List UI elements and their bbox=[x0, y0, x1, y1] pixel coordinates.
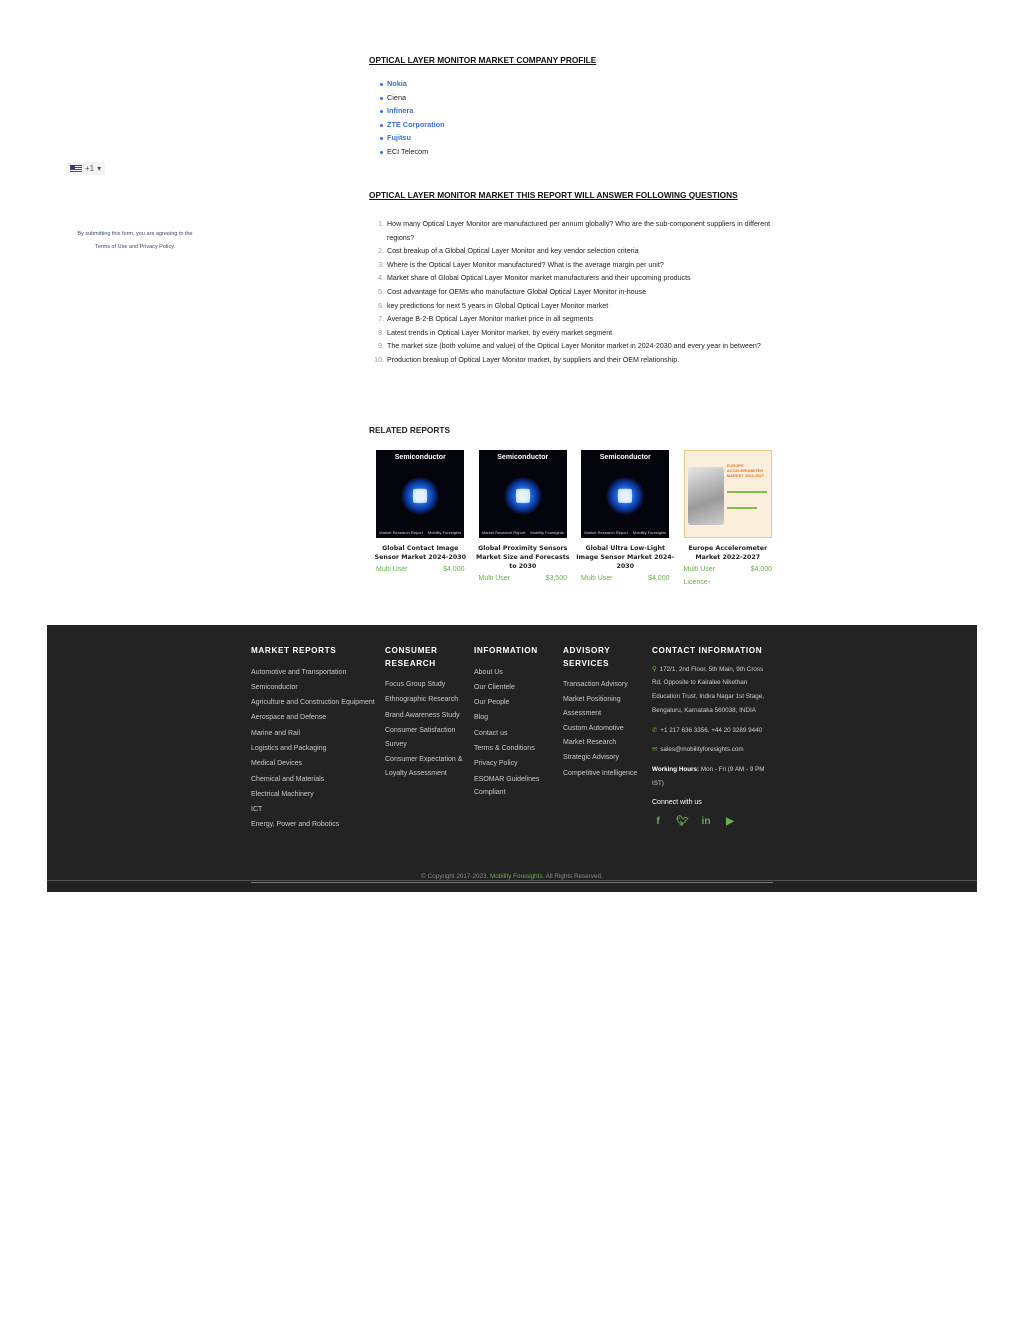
footer-advisory-services bbox=[563, 645, 643, 782]
footer-link[interactable]: Medical Devices bbox=[251, 760, 302, 768]
twitter-icon[interactable]: 🐦︎ bbox=[676, 815, 689, 827]
report-price: $4,000 bbox=[443, 566, 465, 573]
footer-link[interactable]: Transaction Advisory bbox=[563, 681, 628, 688]
company-item[interactable]: Fujitsu bbox=[369, 131, 779, 145]
footer-market-reports bbox=[251, 645, 376, 834]
footer-link[interactable]: Privacy Policy bbox=[474, 760, 518, 768]
phone-icon: ✆ bbox=[652, 726, 658, 734]
company-item[interactable]: Nokia bbox=[369, 77, 779, 91]
question-item: 3. Where is the Optical Layer Monitor manufactured? What is the average margin per unit? bbox=[378, 260, 664, 269]
report-title[interactable]: Global Ultra Low-Light Image Sensor Market 2024-2030 bbox=[576, 545, 675, 570]
brand-link[interactable]: Mobility Foresights bbox=[490, 873, 543, 880]
working-hours: Mon - Fri (9 AM - 9 PM IST) bbox=[652, 766, 765, 788]
report-thumbnail[interactable]: Semiconductor Market Research Report Mobility Foresights bbox=[479, 450, 567, 538]
company-profile-heading: OPTICAL LAYER MONITOR MARKET COMPANY PROFILE bbox=[369, 55, 597, 65]
report-card[interactable] bbox=[369, 450, 472, 589]
footer-link[interactable]: Blog bbox=[474, 714, 489, 722]
footer-link[interactable]: ICT bbox=[251, 806, 263, 814]
footer-heading: CONTACT INFORMATION bbox=[652, 646, 763, 655]
report-price: $4,000 bbox=[750, 566, 772, 573]
footer-contact-information bbox=[652, 645, 774, 827]
footer-link[interactable]: Market Positioning Assessment bbox=[563, 696, 621, 718]
footer-heading: CONSUMER RESEARCH bbox=[385, 646, 438, 668]
contact-phone[interactable]: +1 217 636 3356, +44 20 3289 9440 bbox=[660, 726, 763, 734]
related-reports-heading: RELATED REPORTS bbox=[369, 425, 450, 435]
connect-label: Connect with us bbox=[652, 798, 702, 806]
footer-link[interactable]: Contact us bbox=[474, 729, 508, 737]
report-title[interactable]: Global Contact Image Sensor Market 2024-2030 bbox=[374, 545, 466, 561]
question-item: 5. Cost advantage for OEMs who manufacture Global Optical Layer Monitor in-house bbox=[378, 287, 647, 296]
footer-divider bbox=[47, 880, 977, 881]
linkedin-icon[interactable]: in bbox=[701, 815, 711, 827]
question-item: 4. Market share of Global Optical Layer Monitor market manufacturers and their upcoming products bbox=[378, 274, 691, 283]
contact-email[interactable]: sales@mobilityforesights.com bbox=[660, 746, 744, 754]
accelerometer-image bbox=[688, 467, 724, 525]
footer-link[interactable]: Ethnographic Research bbox=[385, 696, 459, 704]
footer-link[interactable]: Strategic Advisory bbox=[563, 754, 620, 762]
footer-link[interactable]: Semiconductor bbox=[251, 683, 298, 691]
questions-list bbox=[369, 218, 779, 368]
license-type: Multi User bbox=[581, 575, 613, 582]
contact-address: 172/1, 2nd Floor, 5th Main, 9th Cross Rd, Opposite to Kairalee Nikethan Education Trust, Indira Nagar 1st Stage, Bengaluru, Karnataka 560038, INDIA bbox=[652, 665, 765, 714]
report-thumbnail[interactable]: EUROPE ACCELEROMETER MARKET 2022-2027 bbox=[684, 450, 772, 538]
footer-link[interactable]: Marine and Rail bbox=[251, 729, 301, 737]
chip-icon bbox=[504, 477, 542, 515]
social-links bbox=[652, 816, 774, 827]
question-item: 1. How many Optical Layer Monitor are manufactured per annum globally? Who are the sub-component suppliers in different regions? bbox=[378, 220, 771, 242]
terms-notice: By submitting this form, you are agreeing to the Terms of Use and Privacy Policy. bbox=[77, 231, 193, 250]
footer-link[interactable]: Agriculture and Construction Equipment bbox=[251, 699, 375, 707]
footer-link[interactable]: Focus Group Study bbox=[385, 681, 446, 688]
company-item: ECI Telecom bbox=[369, 145, 779, 159]
chip-icon bbox=[606, 477, 644, 515]
facebook-icon[interactable]: f bbox=[656, 815, 660, 827]
site-footer bbox=[47, 625, 977, 892]
footer-link[interactable]: Consumer Expectation & Loyalty Assessment bbox=[385, 755, 463, 777]
phone-country-select[interactable] bbox=[66, 162, 105, 175]
footer-link[interactable]: Aerospace and Defense bbox=[251, 714, 327, 722]
footer-link[interactable]: Our People bbox=[474, 699, 510, 707]
report-thumbnail[interactable]: Semiconductor Market Research Report Mobility Foresights bbox=[581, 450, 669, 538]
report-thumbnail[interactable]: Semiconductor Market Research Report Mobility Foresights bbox=[376, 450, 464, 538]
youtube-icon[interactable]: ▶ bbox=[726, 815, 734, 827]
question-item: 8. Latest trends in Optical Layer Monitor market, by every market segment bbox=[378, 328, 613, 337]
footer-link[interactable]: Consumer Satisfaction Survey bbox=[385, 726, 456, 748]
location-pin-icon: ⚲ bbox=[652, 665, 657, 673]
footer-link[interactable]: ESOMAR Guidelines Compliant bbox=[474, 775, 540, 797]
footer-heading: INFORMATION bbox=[474, 646, 538, 655]
company-item[interactable]: ZTE Corporation bbox=[369, 118, 779, 132]
footer-link[interactable]: Terms & Conditions bbox=[474, 744, 535, 752]
footer-link[interactable]: Custom Automotive Market Research bbox=[563, 725, 624, 747]
chip-icon bbox=[401, 477, 439, 515]
footer-link[interactable]: Chemical and Materials bbox=[251, 775, 325, 783]
related-reports-grid bbox=[369, 450, 779, 589]
footer-link[interactable]: Energy, Power and Robotics bbox=[251, 821, 340, 829]
envelope-icon: ✉ bbox=[652, 746, 658, 754]
footer-heading: MARKET REPORTS bbox=[251, 646, 337, 655]
footer-link[interactable]: Competitive Intelligence bbox=[563, 769, 638, 777]
footer-link[interactable]: Brand Awareness Study bbox=[385, 711, 460, 719]
footer-link[interactable]: Automotive and Transportation bbox=[251, 668, 347, 676]
us-flag-icon bbox=[70, 165, 82, 173]
company-item[interactable]: Infinera bbox=[369, 104, 779, 118]
question-item: 2. Cost breakup of a Global Optical Layer Monitor and key vendor selection criteria bbox=[378, 247, 639, 256]
report-card[interactable] bbox=[677, 450, 780, 589]
report-title[interactable]: Global Proximity Sensors Market Size and Forecasts to 2030 bbox=[475, 545, 570, 570]
chevron-down-icon: ▾ bbox=[97, 164, 102, 173]
license-type: Multi User bbox=[376, 566, 408, 573]
report-card[interactable] bbox=[472, 450, 575, 589]
report-title[interactable]: Europe Accelerometer Market 2022-2027 bbox=[688, 545, 768, 561]
question-item: 7. Average B-2-B Optical Layer Monitor market price in all segments bbox=[378, 315, 594, 324]
question-item: 6. key predictions for next 5 years in Global Optical Layer Monitor market bbox=[378, 301, 609, 310]
questions-heading: OPTICAL LAYER MONITOR MARKET THIS REPORT WILL ANSWER FOLLOWING QUESTIONS bbox=[369, 190, 738, 200]
footer-consumer-research bbox=[385, 645, 465, 782]
report-card[interactable] bbox=[574, 450, 677, 589]
license-type: Multi User License- bbox=[683, 566, 716, 586]
report-price: $3,500 bbox=[545, 575, 567, 582]
copyright: © Copyright 2017-2023. Mobility Foresights. All Rights Reserved. bbox=[421, 873, 603, 880]
hours-label: Working Hours: bbox=[652, 766, 700, 774]
footer-heading: ADVISORY SERVICES bbox=[563, 646, 611, 668]
report-price: $4,000 bbox=[648, 575, 670, 582]
company-list bbox=[369, 77, 779, 159]
company-item: Ciena bbox=[369, 91, 779, 105]
footer-link[interactable]: Logistics and Packaging bbox=[251, 744, 327, 752]
footer-information bbox=[474, 645, 554, 802]
footer-link[interactable]: About Us bbox=[474, 668, 503, 676]
footer-link[interactable]: Our Clientele bbox=[474, 683, 515, 691]
license-type: Multi User bbox=[478, 575, 511, 582]
phone-code: +1 bbox=[85, 164, 95, 173]
footer-divider bbox=[251, 882, 773, 883]
question-item: 10. Production breakup of Optical Layer Monitor market, by suppliers and their OEM relationship. bbox=[374, 355, 680, 364]
question-item: 9. The market size (both volume and value) of the Optical Layer Monitor market in 2024-2030 and every year in between? bbox=[378, 342, 761, 351]
footer-link[interactable]: Electrical Machinery bbox=[251, 790, 314, 798]
